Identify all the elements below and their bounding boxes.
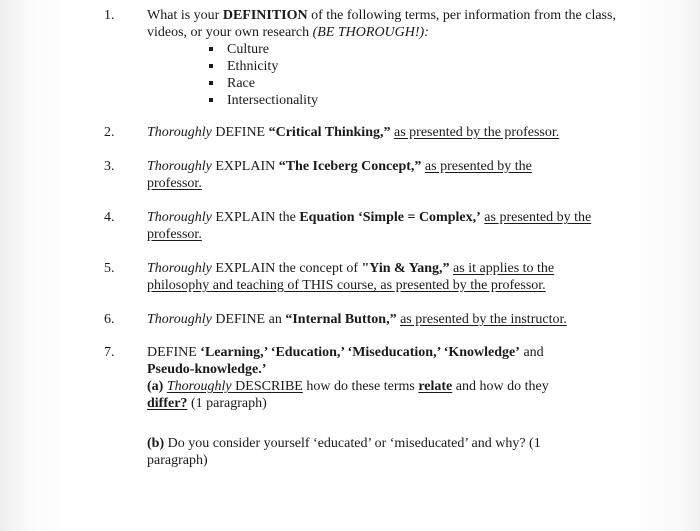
question-text — [147, 124, 617, 141]
part-a — [147, 378, 587, 412]
italic-note: (BE THOROUGH!): — [312, 25, 429, 40]
list-item: Ethnicity — [206, 58, 617, 75]
part-label: (b) — [147, 436, 165, 451]
underlined-phrase: as presented by the professor. — [147, 159, 532, 191]
bold-term: “The Iceberg Concept,” — [278, 159, 422, 174]
list-item: Race — [206, 75, 617, 92]
text-span: EXPLAIN the concept of — [211, 261, 362, 276]
underlined-phrase: as presented by the professor. — [147, 210, 592, 242]
question-text — [147, 344, 587, 469]
question-text — [147, 311, 617, 328]
question-number: 4. — [104, 210, 115, 225]
italic-word: Thoroughly — [147, 261, 212, 276]
question-number: 2. — [104, 125, 115, 140]
question-number: 6. — [104, 312, 115, 327]
text-span: how do these terms — [302, 379, 419, 394]
text-span: and — [519, 345, 544, 360]
underlined-phrase: as it applies to the philosophy and teaching of THIS course, as presented by the professor. — [147, 261, 555, 293]
text-span: (1 paragraph) — [187, 396, 267, 411]
question-text — [147, 7, 617, 109]
bold-term: Pseudo-knowledge.’ — [147, 362, 267, 377]
italic-word: Thoroughly — [147, 210, 212, 225]
part-label: (a) — [147, 379, 164, 394]
question-number: 7. — [104, 345, 115, 360]
text-span: EXPLAIN — [211, 159, 279, 174]
italic-word: Thoroughly — [147, 312, 212, 327]
question-number: 5. — [104, 261, 115, 276]
terms-list — [147, 41, 617, 109]
text-span: of the following terms, per information from the class, videos, or your own research — [147, 8, 616, 40]
question-number: 1. — [104, 8, 115, 23]
bold-term: “Internal Button,” — [285, 312, 397, 327]
text-span: DEFINE — [211, 125, 269, 140]
text-span: EXPLAIN the — [211, 210, 300, 225]
underlined-phrase: as presented by the professor. — [394, 125, 560, 140]
question-number: 3. — [104, 159, 115, 174]
italic-word: Thoroughly — [147, 125, 212, 140]
bold-term: "Yin & Yang,” — [361, 261, 450, 276]
part-b — [147, 435, 562, 469]
question-text — [147, 209, 605, 243]
text-span: DEFINE — [147, 345, 201, 360]
italic-underlined-word: Thoroughly — [166, 379, 232, 394]
bold-underlined-word: relate — [418, 379, 453, 394]
italic-word: Thoroughly — [147, 159, 212, 174]
bold-term: DEFINITION — [222, 8, 308, 23]
bold-term: “Critical Thinking,” — [268, 125, 391, 140]
question-text — [147, 158, 567, 192]
underlined-phrase: DESCRIBE — [231, 379, 303, 394]
spacer — [147, 412, 587, 435]
list-item: Culture — [206, 41, 617, 58]
bold-underlined-word: differ? — [147, 396, 188, 411]
text-span: and how do they — [452, 379, 549, 394]
list-item: Intersectionality — [206, 92, 617, 109]
bold-term: Equation ‘Simple = Complex,’ — [299, 210, 481, 225]
text-span: What is your — [147, 8, 223, 23]
question-text — [147, 260, 592, 294]
text-span: DEFINE an — [211, 312, 286, 327]
text-span: Do you consider yourself ‘educated’ or ‘miseducated’ and why? (1 paragraph) — [147, 436, 541, 468]
bold-term: ‘Learning,’ ‘Education,’ ‘Miseducation,’ ‘Knowledge’ — [200, 345, 520, 360]
underlined-phrase: as presented by the instructor. — [400, 312, 567, 327]
